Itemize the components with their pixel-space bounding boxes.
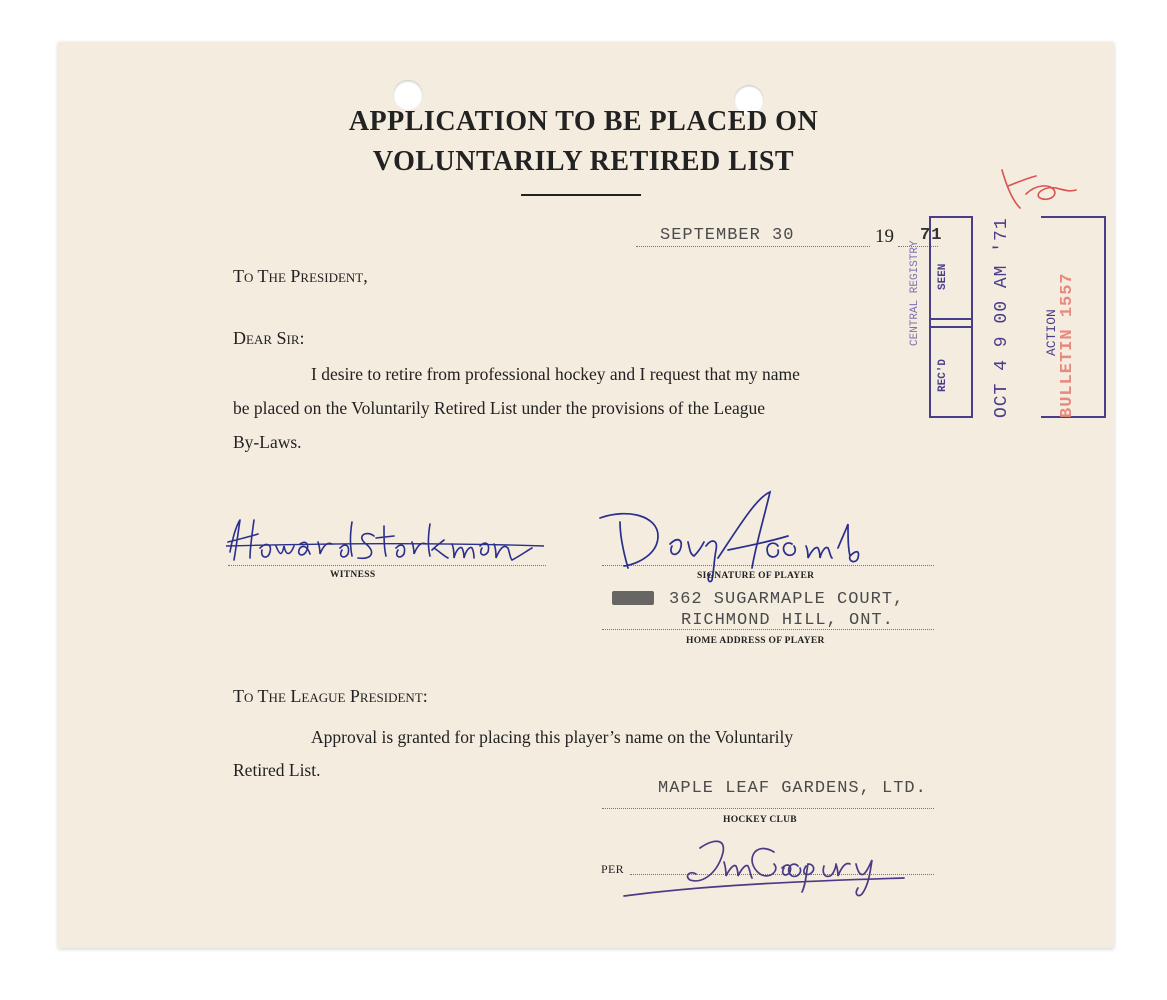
salutation-dear-sir: Dear Sir: [233,328,305,348]
witness-signature [224,512,554,572]
title-rule [521,194,641,196]
date-typed: SEPTEMBER 30 [660,226,795,245]
year-prefix: 19 [875,226,894,247]
stamp-date: OCT 4 9 00 AM '71 [992,217,1012,418]
paragraph-line-1: I desire to retire from professional hockey and I request that my name [311,364,800,384]
stamp-recd: REC'D [937,358,949,392]
approval-line-1: Approval is granted for placing this player’s name on the Voluntarily [311,727,794,747]
club-label: HOCKEY CLUB [723,815,797,825]
title-line-2: VOLUNTARILY RETIRED LIST [372,146,795,177]
address-label: HOME ADDRESS OF PLAYER [686,636,825,646]
stamp-central-registry: CENTRAL REGISTRY [909,240,921,346]
redacted-mark [612,591,654,605]
red-initials [996,164,1088,214]
player-signature-label: SIGNATURE OF PLAYER [697,571,815,581]
registry-stamp-box [929,216,973,418]
salutation-league-president: To The League President: [233,686,428,706]
paragraph-line-3: By-Laws. [233,432,302,452]
registry-stamp-divider [929,318,971,320]
year-typed: 71 [920,226,943,245]
club-rep-signature [604,822,914,914]
player-signature [598,488,878,584]
salutation-president: To The President, [233,266,368,286]
approval-line-2: Retired List. [233,760,321,780]
address-line-1: 362 SUGARMAPLE COURT, [669,590,905,609]
club-dotted-line [602,808,934,809]
date-dotted-line [636,246,870,247]
title-line-1: APPLICATION TO BE PLACED ON [348,106,819,137]
stamp-bulletin: BULLETIN 1557 [1058,272,1077,418]
witness-label: WITNESS [330,570,376,580]
club-typed: MAPLE LEAF GARDENS, LTD. [658,779,927,798]
registry-stamp-divider-2 [929,326,971,328]
paragraph-line-2: be placed on the Voluntarily Retired List under the provisions of the League [233,398,765,418]
per-label: PER [601,862,624,876]
stamp-action: ACTION [1044,309,1059,356]
address-line-2: RICHMOND HILL, ONT. [681,611,894,630]
stamp-seen: SEEN [937,263,949,290]
